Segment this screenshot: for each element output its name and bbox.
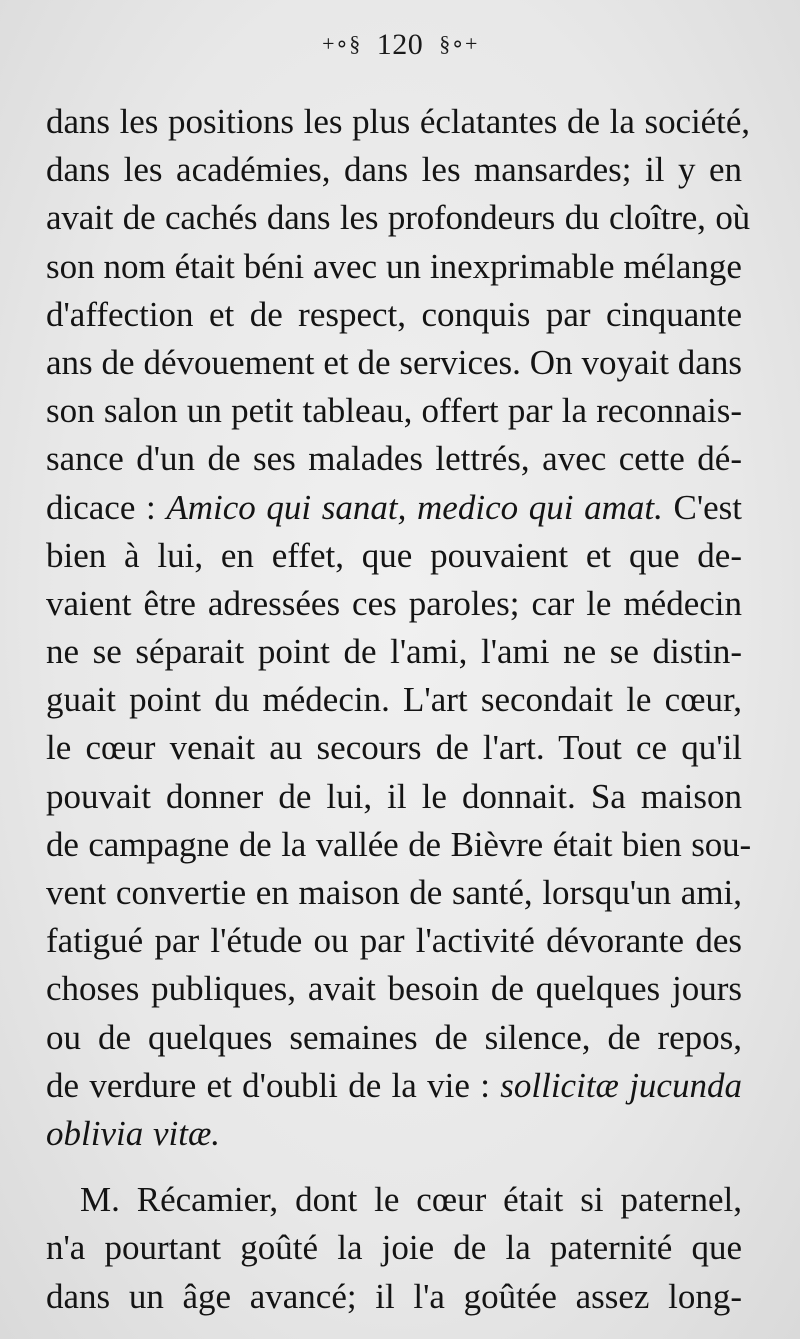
- dedication-suffix: C'est: [662, 487, 743, 527]
- text-line: de campagne de la vallée de Bièvre était bien sou-: [46, 824, 751, 864]
- text-line-dedication: [46, 484, 742, 532]
- text-line: dans les académies, dans les mansardes; il y en: [46, 150, 742, 190]
- latin-dedication: Amico qui sanat, medico qui amat.: [166, 487, 663, 527]
- text-line: avait de cachés dans les profondeurs du cloître, où: [46, 198, 750, 238]
- text-line-quote: [46, 1062, 742, 1110]
- text-line: n'a pourtant goûté la joie de la paternité que: [46, 1228, 743, 1268]
- quote-prefix: de verdure et d'oubli de la vie :: [46, 1065, 501, 1105]
- latin-quote-part2: oblivia vitæ.: [46, 1113, 221, 1153]
- paragraph-gap: [46, 1158, 742, 1176]
- text-line: fatigué par l'étude ou par l'activité dévorante des: [46, 921, 743, 961]
- text-line: vaient être adressées ces paroles; car le médecin: [46, 583, 743, 623]
- body-text: [46, 98, 751, 1321]
- text-line-quote-end: [46, 1110, 742, 1158]
- page-number: 120: [376, 28, 424, 61]
- text-line: sance d'un de ses malades lettrés, avec cette dé-: [46, 439, 742, 479]
- ornament-right: §∘+: [439, 31, 478, 56]
- text-line: choses publiques, avait besoin de quelques jours: [46, 969, 742, 1009]
- text-line: son salon un petit tableau, offert par la reconnais-: [46, 391, 742, 431]
- latin-quote-part1: sollicitæ jucunda: [500, 1065, 742, 1105]
- paragraph-1: [46, 98, 751, 1158]
- text-line: ne se séparait point de l'ami, l'ami ne se distin-: [46, 632, 742, 672]
- text-line: ou de quelques semaines de silence, de repos,: [46, 1017, 743, 1057]
- text-line: M. Récamier, dont le cœur était si paternel,: [80, 1180, 742, 1220]
- page-header: [0, 28, 800, 62]
- text-line: ans de dévouement et de services. On voyait dans: [46, 342, 742, 382]
- text-line: dans les positions les plus éclatantes de la société,: [46, 102, 750, 141]
- text-line: le cœur venait au secours de l'art. Tout ce qu'il: [46, 728, 743, 768]
- text-line: pouvait donner de lui, il le donnait. Sa maison: [46, 776, 743, 816]
- ornament-left: +∘§: [322, 31, 361, 56]
- dedication-prefix: dicace :: [46, 487, 167, 527]
- text-line: d'affection et de respect, conquis par cinquante: [46, 294, 743, 334]
- paragraph-2: [46, 1176, 742, 1321]
- text-line: guait point du médecin. L'art secondait le cœur,: [46, 680, 742, 720]
- text-line: vent convertie en maison de santé, lorsqu'un ami,: [46, 873, 743, 912]
- text-line: son nom était béni avec un inexprimable mélange: [46, 246, 742, 286]
- text-line: dans un âge avancé; il l'a goûtée assez long-: [46, 1276, 742, 1316]
- text-line: bien à lui, en effet, que pouvaient et que de-: [46, 535, 742, 575]
